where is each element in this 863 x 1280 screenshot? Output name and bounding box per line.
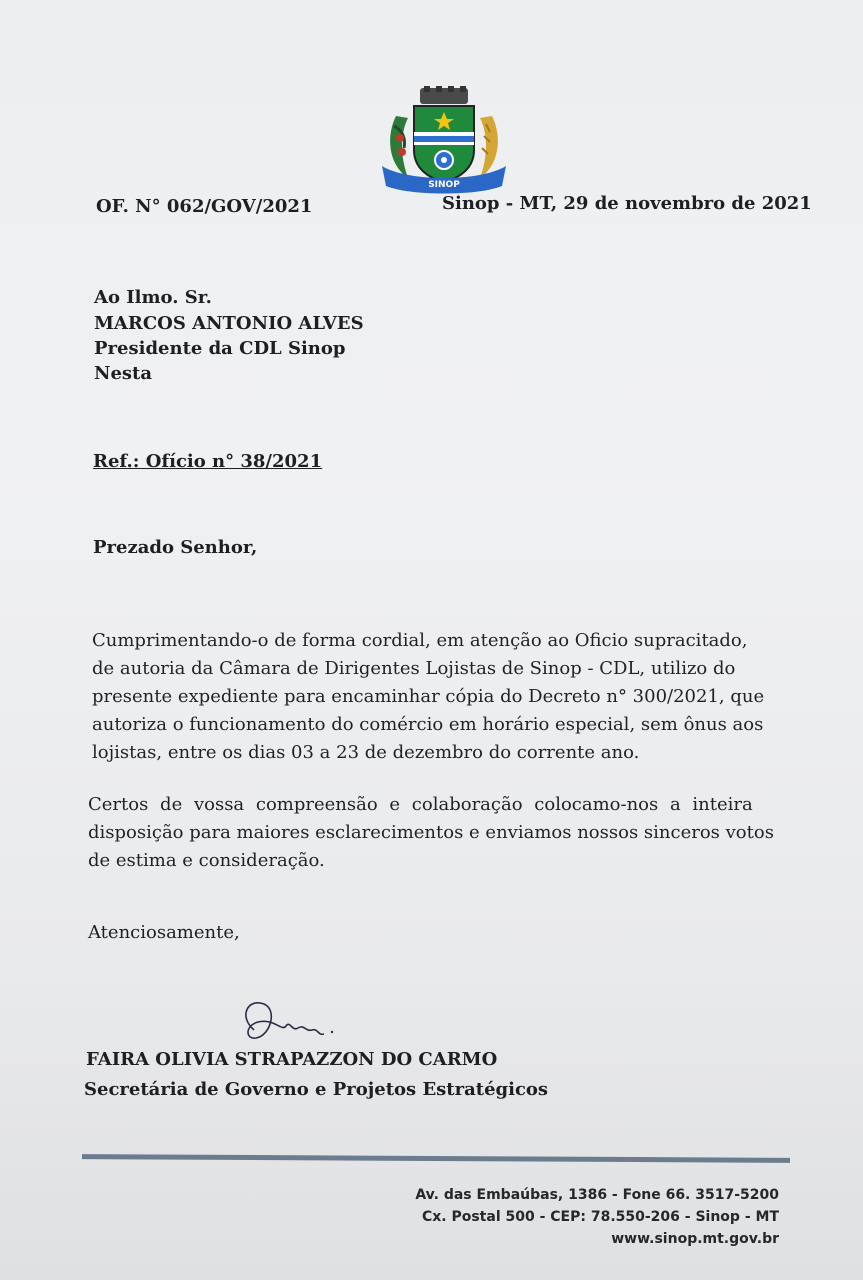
closing: Atenciosamente, xyxy=(88,922,240,943)
paragraph-1-line: de autoria da Câmara de Dirigentes Lojistas de Sinop - CDL, utilizo do xyxy=(92,658,736,679)
footer-address-block xyxy=(415,1184,779,1250)
body-paragraph-2 xyxy=(88,791,808,875)
footer-address: Av. das Embaúbas, 1386 - Fone 66. 3517-5200 xyxy=(415,1187,779,1203)
paragraph-2-line: Certos de vossa compreensão e colaboração colocamo-nos a inteira xyxy=(88,794,753,815)
paragraph-1-line: presente expediente para encaminhar cópia do Decreto n° 300/2021, que xyxy=(92,686,765,707)
signatory-title: Secretária de Governo e Projetos Estratégicos xyxy=(84,1079,549,1100)
footer-website: www.sinop.mt.gov.br xyxy=(611,1231,779,1247)
footer-divider xyxy=(82,1154,790,1163)
paragraph-1-line: lojistas, entre os dias 03 a 23 de dezembro do corrente ano. xyxy=(92,742,640,763)
recipient-location: Nesta xyxy=(94,363,153,384)
reference-line: Ref.: Ofício n° 38/2021 xyxy=(93,451,323,472)
recipient-name: MARCOS ANTONIO ALVES xyxy=(94,313,364,334)
office-number: OF. N° 062/GOV/2021 xyxy=(96,196,313,217)
paragraph-1-line: Cumprimentando-o de forma cordial, em atenção ao Oficio supracitado, xyxy=(92,630,748,651)
signatory-name: FAIRA OLIVIA STRAPAZZON DO CARMO xyxy=(86,1049,498,1070)
recipient-salutation: Ao Ilmo. Sr. xyxy=(94,287,212,308)
paragraph-2-line: disposição para maiores esclarecimentos e enviamos nossos sinceros votos xyxy=(88,822,774,843)
recipient-role: Presidente da CDL Sinop xyxy=(94,338,346,359)
coat-of-arms-logo xyxy=(378,86,510,198)
body-paragraph-1 xyxy=(92,627,804,767)
place-date: Sinop - MT, 29 de novembro de 2021 xyxy=(442,193,812,214)
paragraph-1-line: autoriza o funcionamento do comércio em horário especial, sem ônus aos xyxy=(92,714,764,735)
paragraph-2-line: de estima e consideração. xyxy=(88,850,325,871)
handwritten-signature xyxy=(234,996,344,1048)
svg-text:SINOP: SINOP xyxy=(428,180,460,190)
greeting: Prezado Senhor, xyxy=(93,537,258,558)
footer-postal: Cx. Postal 500 - CEP: 78.550-206 - Sinop - MT xyxy=(421,1209,779,1225)
